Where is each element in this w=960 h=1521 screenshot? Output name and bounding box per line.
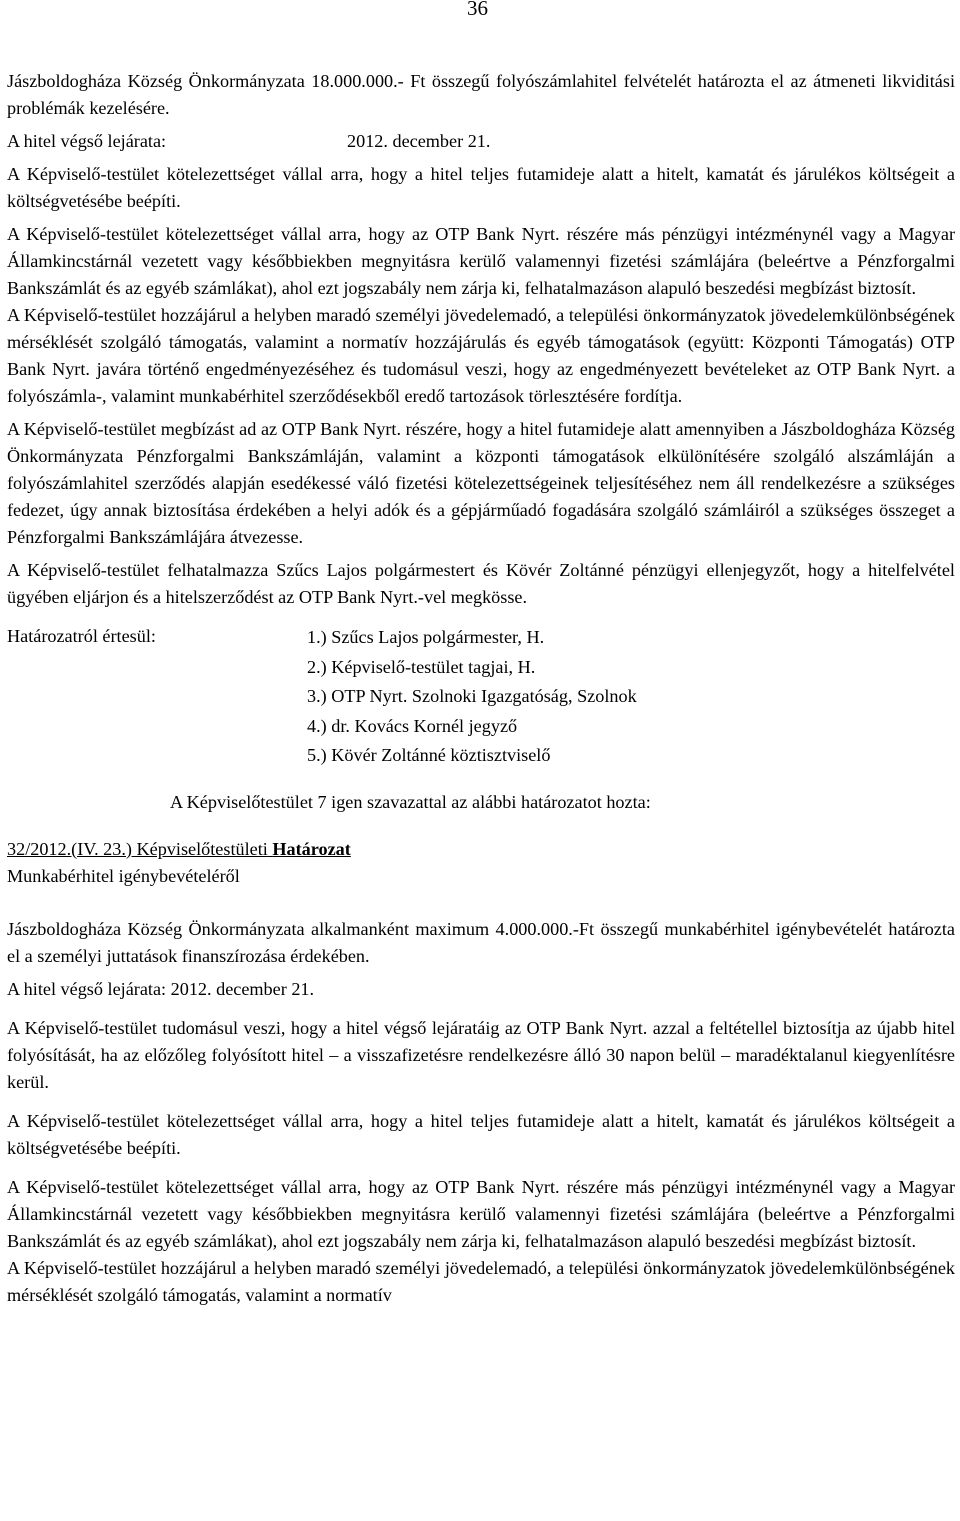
resolution-heading [7, 836, 955, 863]
paragraph-repayment: A Képviselő-testület tudomásul veszi, hogy a hitel végső lejáratáig az OTP Bank Nyrt. azzal a feltétellel biztosítja az újabb hitel folyósítását, ha az előzőleg folyósított hitel – a visszafizetésre rendelkezésre álló 30 napon belül – maradéktalanul kiegyenlítésre kerül. [7, 1017, 955, 1092]
deadline-line [7, 128, 955, 155]
resolution-title-word: Határozat [272, 838, 351, 859]
resolution-number: 32/2012.(IV. 23.) Képviselőtestületi [7, 838, 268, 859]
paragraph-credit-line: Jászboldogháza Község Önkormányzata 18.000.000.- Ft összegű folyószámlahitel felvételét határozta el az átmeneti likviditási problémák kezelésére. [7, 71, 955, 118]
list-item: 2.) Képviselő-testület tagjai, H. [307, 656, 536, 677]
paragraph-authorization: A Képviselő-testület felhatalmazza Szűcs Lajos polgármestert és Kövér Zoltánné pénzügyi ellenjegyzőt, hogy a hitelfelvétel ügyében eljárjon és a hitelszerződést az OTP Bank Nyrt.-vel megkösse. [7, 560, 955, 607]
list-item: 5.) Kövér Zoltánné köztisztviselő [307, 745, 551, 765]
paragraph-budget-commitment: A Képviselő-testület kötelezettséget vállal arra, hogy a hitel teljes futamideje alatt a hitelt, kamatát és járulékos költségeit a költségvetésébe beépíti. [7, 164, 955, 211]
paragraph-collection-order: A Képviselő-testület kötelezettséget vállal arra, hogy az OTP Bank Nyrt. részére más pénzügyi intézménynél vagy a Magyar Államkincstárnál vezetett vagy későbbiekben megnyitásra kerülő valamennyi fizetési számlájára (beleértve a Pénzforgalmi Bankszámlát és az egyéb számlákat), ahol ezt jogszabály nem zárja ki, felhatalmazáson alapuló beszedési megbízást biztosít. [7, 224, 955, 298]
deadline-label: A hitel végső lejárata: [7, 131, 167, 151]
resolution-subject: Munkabérhitel igénybevételéről [7, 865, 240, 886]
vote-line: A Képviselőtestület 7 igen szavazattal az alábbi határozatot hozta: [170, 791, 651, 812]
deadline-line-2: A hitel végső lejárata: 2012. december 21. [7, 978, 315, 999]
paragraph-transfer-order: A Képviselő-testület megbízást ad az OTP Bank Nyrt. részére, hogy a hitel futamideje alatt amennyiben a Jászboldogháza Község Önkormányzata Pénzforgalmi Bankszámláján, valamint a központi támogatások elkülönítésére szolgáló alszámláján a folyószámlahitel szerződés alapján esedékessé váló fizetési kötelezettségeinek teljesítéséhez nem áll rendelkezésre a szükséges fedezet, úgy annak biztosítása érdekében a helyi adók és a gépjárműadó fogadására szolgáló számláiról a szükséges összeget a Pénzforgalmi Bankszámlájára átvezesse. [7, 419, 955, 547]
paragraph-collection-order-2: A Képviselő-testület kötelezettséget vállal arra, hogy az OTP Bank Nyrt. részére más pénzügyi intézménynél vagy a Magyar Államkincstárnál vezetett vagy későbbiekben megnyitásra kerülő valamennyi fizetési számlájára (beleértve a Pénzforgalmi Bankszámlát és az egyéb számlákat), ahol ezt jogszabály nem zárja ki, felhatalmazáson alapuló beszedési megbízást biztosít. [7, 1176, 955, 1251]
list-item: 4.) dr. Kovács Kornél jegyző [307, 715, 518, 736]
deadline-value: 2012. december 21. [347, 131, 491, 151]
paragraph-assignment-2: A Képviselő-testület hozzájárul a helyben maradó személyi jövedelemadó, a települési önkormányzatok jövedelemkülönbségének mérséklését szolgáló támogatás, valamint a normatív [7, 1257, 955, 1305]
document-body [7, 68, 955, 1309]
paragraph-wage-credit: Jászboldogháza Község Önkormányzata alkalmanként maximum 4.000.000.-Ft összegű munkabérhitel igénybevételét határozta el a személyi juttatások finanszírozása érdekében. [7, 918, 955, 966]
list-item: 1.) Szűcs Lajos polgármester, H. [307, 627, 545, 647]
paragraph-budget-commitment-2: A Képviselő-testület kötelezettséget vállal arra, hogy a hitel teljes futamideje alatt a hitelt, kamatát és járulékos költségeit a költségvetésébe beépíti. [7, 1110, 955, 1158]
recipients-label: Határozatról értesül: [7, 626, 156, 646]
recipients-block [7, 623, 955, 771]
paragraph-assignment: A Képviselő-testület hozzájárul a helyben maradó személyi jövedelemadó, a települési önkormányzatok jövedelemkülönbségének mérséklését szolgáló támogatás, valamint a normatív hozzájárulás és egyéb támogatások (együtt: Központi Támogatás) OTP Bank Nyrt. javára történő engedményezéséhez és tudomásul veszi, hogy az engedményezett bevételeket az OTP Bank Nyrt. a folyószámla-, valamint munkabérhitel szerződésekből eredő tartozások törlesztésére fordítja. [7, 305, 955, 406]
list-item: 3.) OTP Nyrt. Szolnoki Igazgatóság, Szolnok [307, 686, 637, 706]
page-number: 36 [467, 0, 488, 20]
